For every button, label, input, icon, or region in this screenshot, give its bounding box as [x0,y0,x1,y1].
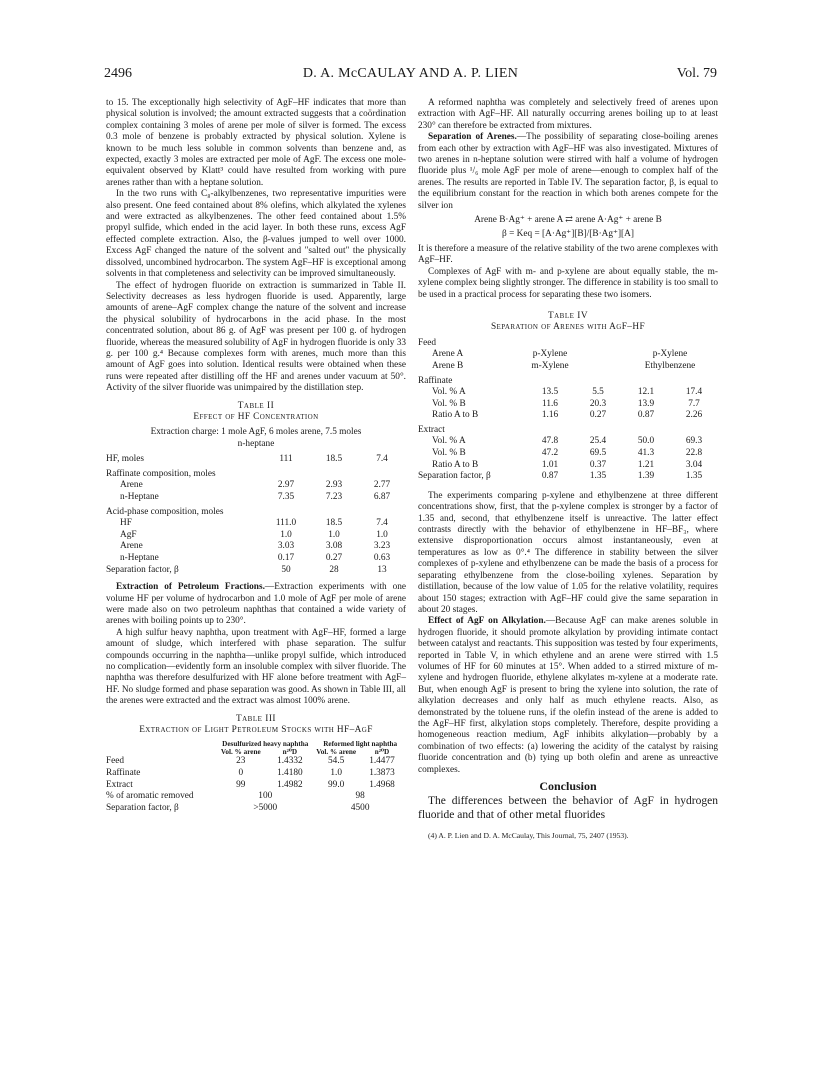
equation: β = Keq = [A·Ag⁺][B]/[B·Ag⁺][A] [502,229,634,240]
row-label: Vol. % A [432,387,466,398]
cell: 1.4332 [277,756,303,767]
table-title: Effect of HF Concentration [193,411,319,422]
cell: 13 [377,564,387,575]
row-label: n-Heptane [120,552,159,563]
table-label: Table III [235,713,277,724]
table-iii-grid [106,740,406,814]
table-row [106,756,406,768]
cell: 1.16 [541,410,559,421]
cell: 4500 [350,802,370,813]
table-note-line: Extraction charge: 1 mole AgF, 6 moles arene, 7.5 moles [150,427,362,438]
table-row [106,492,406,504]
cell: 111 [279,454,293,465]
cell: m-Xylene [531,360,569,371]
cell: 11.6 [542,398,558,409]
paragraph-text: —The possibility of separating close-boiling arenes from each other by extraction with AgF–HF was also investigated. Mixtures of two arenes in n-heptane solution were stirred with half a volume of hydrogen fluoride plus ¹/₆ mole AgF per mole of arene—enough to complex half of the arenes. The results are reported in Table IV. The separation factor, β, is equal to the equilibrium constant for the reaction in which both arenes compete for the silver ion [418,132,718,211]
paragraph: The experiments comparing p-xylene and ethylbenzene at three different concentrations show, first, that the p-xylene complex is stronger by a factor of 1.35 and, second, that ethylbenzene itself is unreactive. The latter effect contrasts directly with the behavior of ethylbenzene in HF–BF₃, where extensive disproportionation occurs almost instantaneously, even at temperatures as low as 0°.⁴ The difference in stability between the silver complexes of p-xylene and ethylbenzene can be made the basis of a process for separating ethylbenzene from the close-boiling xylenes. Separation by distillation, because of the low value of 1.05 for the relative volatility, requires about 150 stages; extraction with AgF–HF could give the same separation in about 20 stages. [418,490,718,615]
cell: p-Xylene [532,349,568,360]
table-row [418,410,718,422]
row-label: Ratio A to B [432,410,479,421]
cell: 111.0 [275,518,297,529]
section-label: Feed [418,337,437,348]
cell: 23 [236,756,246,767]
row-label: Feed [106,756,125,767]
right-column [418,98,718,840]
table-label: Table II [237,400,275,411]
row-label: Separation factor, β [418,471,491,482]
table-row [106,541,406,553]
cell: 47.8 [541,436,559,447]
cell: 1.0 [330,768,342,778]
cell: 1.3873 [369,768,395,778]
cell: 0.27 [589,410,607,421]
cell: 18.5 [325,454,343,465]
cell: 22.8 [685,448,703,459]
cell: 1.35 [685,471,703,482]
cell: 25.4 [589,436,607,447]
run-in-heading: Extraction of Petroleum Fractions. [116,582,265,593]
table-section-row [418,338,718,350]
page-header [104,66,717,86]
cell: 0.37 [589,459,607,470]
paragraph: Complexes of AgF with m- and p-xylene are about equally stable, the m-xylene complex being slightly stronger. The difference in stability is too small to be used in a practical process for separating these two isomers. [418,266,718,300]
cell: 1.35 [589,471,607,482]
column-group-header: Desulfurized heavy naphtha [222,740,309,749]
row-label: Vol. % A [432,436,466,447]
paragraph: The effect of hydrogen fluoride on extraction is summarized in Table II. Selectivity decreases as less hydrogen fluoride is used. Apparently, large amounts of arene–AgF complex change the nature of the solvent and increase the physical solubility of hydrocarbons in the acid phase. In the most concentrated solution, about 86 g. of AgF was present per 100 g. of hydrogen fluoride, whereas the measured solubility of AgF in hydrogen fluoride is only 33 g. per 100 g.⁴ Because complexes form with arenes, much more than this amount of AgF goes into solution. Identical results were obtained when these runs were repeated after distilling off the HF and arenes under vacuum at 50°. Activity of the silver fluoride was unimpaired by the distillation step. [106,280,406,394]
equation: Arene B·Ag⁺ + arene A ⇄ arene A·Ag⁺ + arene B [474,215,662,226]
cell: 1.21 [637,459,655,470]
volume-label: Vol. 79 [676,66,717,81]
cell: 5.5 [592,387,604,398]
cell: p-Xylene [652,349,688,360]
column-group-header: Reformed light naphtha [323,740,398,749]
cell: 3.08 [325,541,343,552]
cell: 0.27 [325,552,343,563]
row-label: % of aromatic removed [106,791,194,802]
section-label: Raffinate [418,375,453,386]
table-header-row [106,748,406,756]
cell: 98 [355,791,365,802]
cell: 17.4 [685,387,703,398]
row-label: Arene A [432,349,464,360]
cell: 50.0 [637,436,655,447]
table-row [106,530,406,542]
table-row [418,460,718,472]
run-in-heading: Effect of AgF on Alkylation. [428,616,546,627]
table-title: Separation of Arenes with AgF–HF [490,322,646,333]
table-row [106,518,406,530]
table-row [106,803,406,815]
row-label: Raffinate [106,768,141,778]
table-row [106,791,406,803]
table-row [106,553,406,565]
cell: 2.97 [277,480,295,491]
row-label: Arene [120,480,143,491]
cell: 99 [236,779,246,790]
cell: 28 [329,564,339,575]
cell: 69.3 [685,436,703,447]
section-label: Raffinate composition, moles [106,468,216,479]
column-header: n²⁰D [282,748,298,757]
column-header: Vol. % arene [316,748,357,757]
cell: 3.23 [373,541,391,552]
cell: 50 [281,564,291,575]
cell: 7.7 [688,398,700,409]
cell: 0.87 [541,471,559,482]
paragraph: In the two runs with C₈-alkylbenzenes, two representative impurities were also present. One feed contained about 8% olefins, which alkylated the xylenes and were extracted as alkylbenzenes. The other feed contained about 1.5% propyl sulfide, which ended in the acid layer. In both these runs, excess AgF effected complete extraction. Also, the β-values jumped to well over 1000. Excess AgF changed the nature of the solvent and "salted out" the physically dissolved, uncombined hydrocarbon. The system AgF–HF is exceptional among solvents in that completeness and selectivity can be improved simultaneously. [106,189,406,280]
table-title: Extraction of Light Petroleum Stocks with HF–AgF [139,725,373,735]
cell: 13.9 [637,398,655,409]
cell: 3.04 [685,459,703,470]
cell: 99.0 [328,779,345,790]
cell: 1.4180 [277,768,303,778]
row-label: Arene B [432,360,464,371]
cell: 0 [238,768,244,778]
cell: 0.17 [277,552,295,563]
section-label: Acid-phase composition, moles [106,506,224,517]
table-row [106,768,406,780]
cell: Ethylbenzene [644,360,696,371]
cell: 1.4982 [277,779,303,790]
cell: 7.4 [376,518,388,529]
column-header: n²⁰D [374,748,390,757]
section-heading: Conclusion [539,779,597,793]
paragraph-text: —Because AgF can make arenes soluble in hydrogen fluoride, it should promote alkylation by providing intimate contact between catalyst and reactants. This supposition was tested by four experiments, reported in Table V, in which ethylene and an arene were stirred with 1.5 volumes of HF for 60 minutes at 15°. When added to a stirred mixture of m-xylene and hydrogen fluoride, ethylene alkylates m-xylene at a moderate rate. But, when enough AgF is present to bring the xylene into solution, the rate of alkylation decreases and only half as much ethylene reacts. Also, as demonstrated by the toluene runs, if the olefin instead of the arene is added to the AgF–HF first, alkylation stops completely. Therefore, despite providing a homogeneous reaction medium, AgF inhibits alkylation—probably by a combination of two effects: (a) lowering the acidity of the catalyst by raising fluoride concentration and (b) tying up both olefin and arene as unreactive complexes. [418,616,718,775]
row-label: Extract [106,779,133,790]
row-label: Separation factor, β [106,564,179,575]
cell: 1.0 [328,529,340,540]
row-label: Vol. % B [432,398,466,409]
row-label: Vol. % B [432,448,466,459]
cell: 1.01 [541,459,559,470]
paragraph: to 15. The exceptionally high selectivity of AgF–HF indicates that more than physical solution is involved; the amount extracted suggests that a coördination complex containing 3 moles of arene per mole of silver is formed. The excess 0.3 mole of benzene is probably extracted by physical solution. Xylene is known to be much less soluble in common solvents than benzene and, as expected, exactly 3 moles are extracted per mole of AgF. The excess one mole-equivalent observed by Klatt³ could have resulted from working with pure arenes rather than with a heptane solution. [106,98,406,188]
table-row [418,361,718,373]
cell: 100 [258,791,273,802]
table-iv-grid [418,338,718,483]
paragraph: A reformed naphtha was completely and selectively freed of arenes upon extraction with AgF–HF. All naturally occurring arenes boiling up to at least 230° can therefore be extracted from mixtures. [418,98,718,131]
left-column [106,98,406,814]
table-label: Table IV [547,310,589,321]
section-label: Extract [418,424,445,435]
table-section-row [106,466,406,481]
row-label: Arene [120,541,143,552]
table-row [418,471,718,483]
table-row [418,448,718,460]
footnote-reference: (4) A. P. Lien and D. A. McCaulay, This Journal, 75, 2407 (1953). [428,830,629,840]
paragraph-text: —Extraction experiments with one volume HF per volume of hydrocarbon and 1.0 mole of AgF per mole of arene were made also on two petroleum naphthas that contained a wide variety of arenes with boiling points up to 230°. [106,582,406,627]
paragraph [418,616,718,776]
table-note-line: n-heptane [237,438,275,449]
cell: 20.3 [589,398,607,409]
cell: 1.4477 [369,756,395,767]
table-iii [106,714,406,815]
paragraph: It is therefore a measure of the relative stability of the two arene complexes with AgF–HF. [418,243,718,266]
cell: 7.4 [376,454,388,465]
paragraph [418,132,718,212]
table-section-row [106,504,406,519]
table-row [106,454,406,466]
row-label: AgF [120,529,137,540]
table-row [106,565,406,577]
column-header: Vol. % arene [220,748,261,757]
page-number: 2496 [104,66,132,81]
table-section-row [418,422,718,437]
cell: 2.26 [685,410,703,421]
table-note [106,427,406,450]
cell: 1.39 [637,471,655,482]
row-label: HF [120,518,132,529]
table-ii-grid [106,454,406,576]
cell: 0.63 [373,552,391,563]
table-row [418,349,718,361]
cell: 13.5 [541,387,559,398]
run-in-heading: Separation of Arenes. [428,132,517,143]
cell: 3.03 [277,541,295,552]
cell: 12.1 [637,387,655,398]
table-row [106,780,406,792]
table-row [418,387,718,399]
cell: 54.5 [328,756,345,767]
cell: 69.5 [589,448,607,459]
cell: 18.5 [325,518,343,529]
cell: 41.3 [637,448,655,459]
table-row [418,399,718,411]
row-label: Ratio A to B [432,459,479,470]
table-header-row [106,740,406,748]
cell: 0.87 [637,410,655,421]
cell: 1.4968 [369,779,395,790]
row-label: HF, moles [106,454,144,465]
table-row [106,480,406,492]
table-iv [418,311,718,483]
table-section-row [418,373,718,388]
cell: 2.77 [373,480,391,491]
cell: 7.35 [277,491,295,502]
row-label: n-Heptane [120,491,159,502]
cell: 6.87 [373,491,391,502]
table-row [418,436,718,448]
cell: 7.23 [325,491,343,502]
paragraph [106,582,406,628]
running-title: D. A. McCAULAY AND A. P. LIEN [302,66,519,81]
table-ii [106,401,406,577]
cell: 1.0 [376,529,388,540]
cell: >5000 [253,802,278,813]
cell: 1.0 [280,529,292,540]
cell: 47.2 [541,448,559,459]
paragraph: A high sulfur heavy naphtha, upon treatment with AgF–HF, formed a large amount of sludge, which interfered with phase separation. The sulfur compounds occurring in the naphtha—unlike propyl sulfide, which introduced no complication—evidently form an insoluble complex with silver fluoride. The naphtha was therefore desulfurized with HF alone before treatment with AgF–HF. No sludge formed and phase separation was good. As shown in Table III, all the arenes were extracted and the extract was almost 100% arene. [106,627,406,707]
row-label: Separation factor, β [106,802,179,813]
cell: 2.93 [325,480,343,491]
paragraph: The differences between the behavior of AgF in hydrogen fluoride and that of other metal fluorides [418,795,718,821]
